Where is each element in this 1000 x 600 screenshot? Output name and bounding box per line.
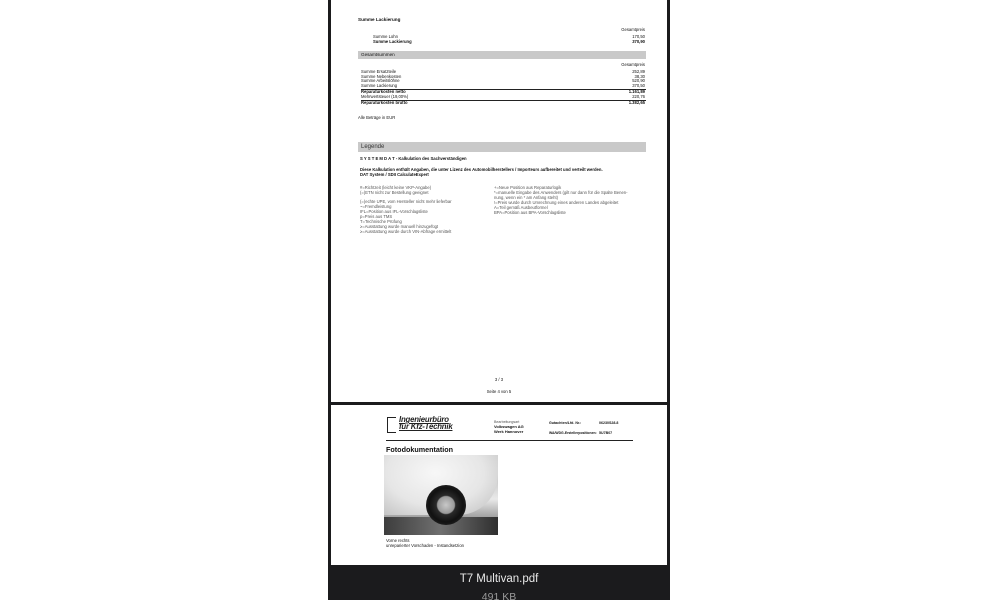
legend-left-item: ~=Fremdleistung xyxy=(360,204,392,209)
logo-line-1: Ingenieurbüro xyxy=(399,415,449,424)
system-dat-line: S Y S T E M D A T - Kalkulation des Sachverständigen xyxy=(360,156,467,161)
legend-left-item: (=)ETN nicht zur Bestellung geeignet xyxy=(360,190,429,195)
header-rule xyxy=(386,440,633,441)
client-name: Volkswagen AG xyxy=(494,424,524,429)
legend-right-item: +=Neue Position aus Reparaturlogik xyxy=(494,185,562,190)
legende-header-bar xyxy=(358,142,646,152)
photo-wheel xyxy=(426,485,466,525)
pdf-viewer[interactable] xyxy=(328,0,670,600)
gesamt-row-value: 370,50 xyxy=(632,82,645,88)
legend-intro-line: DAT System / SDII CalculateExpert xyxy=(360,172,429,177)
legend-right-item: nung, wenn ein * am Anfang steht) xyxy=(494,195,559,200)
page-fraction: 3 / 3 xyxy=(494,377,504,382)
logo-line-2: für Kfz-Technik xyxy=(399,422,453,432)
legend-left-item: (=)echte UPE, vom Hersteller nicht mehr lieferbar xyxy=(360,199,452,204)
gesamt-row-value: 220,76 xyxy=(632,94,645,99)
lack-row-value: 170,50 xyxy=(632,34,645,39)
lack-row-label: Summe Lackierung xyxy=(373,39,412,44)
gesamt-row-value: 38,30 xyxy=(634,73,645,79)
gutachten-value: 06230S28.8 xyxy=(599,421,619,425)
wa-value: 5U7B07 xyxy=(599,431,613,435)
damage-photo-front-right[interactable] xyxy=(384,455,498,535)
page-of-label: Seite 4 von 5 xyxy=(486,389,512,394)
file-name: T7 Multivan.pdf xyxy=(459,573,539,585)
gesamt-row-value: 520,90 xyxy=(632,78,645,83)
gutachten-label: Gutachten/Lfd. Nr.: xyxy=(549,421,582,425)
price-column-header: Gesamtpreis xyxy=(621,62,645,67)
pdf-page-4 xyxy=(331,0,667,402)
company-logo xyxy=(387,415,459,437)
gesamt-row-label: Summe Arbeitslöhne xyxy=(361,78,400,83)
legend-right-item: *=manuelle Eingabe des Anwenders (gilt nur dann für die Spalte Benen- xyxy=(494,190,628,195)
gesamt-row-label: Mehrwertsteuer (19,00%) xyxy=(361,94,409,99)
gesamt-row-value: 252,89 xyxy=(632,69,645,74)
file-size: 491 KB xyxy=(481,591,517,600)
photo-caption-position: Vorne rechts xyxy=(386,538,410,543)
gesamt-row-label: Reparaturkosten brutto xyxy=(361,100,408,105)
pdf-page-5 xyxy=(331,405,667,565)
client-site: Werk Hannover xyxy=(494,429,524,434)
wa-label: WA/WDG-Erstellerpositionen: xyxy=(549,431,597,435)
fotodokumentation-title: Fotodokumentation xyxy=(386,445,454,454)
photo-caption-description: unreparierter Vorschaden - Instandsetzion xyxy=(386,543,464,548)
legend-left-item: T=Technische Prüfung xyxy=(360,219,402,224)
gesamt-row-label: Summe Lackierung xyxy=(361,82,398,88)
gesamtsummen-header-bar xyxy=(358,51,646,59)
client-label: Bearbeitungsart xyxy=(494,420,520,424)
gesamt-row-label: Reparaturkosten netto xyxy=(361,89,406,94)
lack-row-value: 370,90 xyxy=(632,39,645,44)
gesamtsummen-title: Gesamtsummen xyxy=(361,52,395,57)
lack-row-label: Summe Lohn xyxy=(373,34,398,39)
legende-title: Legende xyxy=(361,144,385,150)
legend-right-item: BPA=Position aus BPA-Vorschlagsliste xyxy=(494,210,566,215)
price-column-header: Gesamtpreis xyxy=(621,27,645,32)
legend-left-item: ≥=Ausstattung wurde durch VIN-Abfrage ermittelt xyxy=(360,229,452,234)
legend-left-item: IFL=Position aus IFL-Vorschlagsliste xyxy=(360,209,428,214)
gesamt-row-label: Summe Ersatzteile xyxy=(361,69,397,74)
legend-right-item: !=Preis wurde durch Umrechnung eines anderen Landes abgeleitet xyxy=(494,200,619,205)
logo-text xyxy=(399,416,452,430)
legend-left-item: ≥=Ausstattung wurde manuell hinzugefügt xyxy=(360,224,439,229)
lackierung-section-title: Summe Lackierung xyxy=(358,17,401,22)
gesamt-row-label: Summe Nebenkosten xyxy=(361,73,402,79)
legend-intro-line: Diese Kalkulation enthält Angaben, die unter Lizenz des Automobilherstellers / Importeurs aufbereitet und verteilt werden. xyxy=(360,167,603,172)
logo-bracket-icon xyxy=(387,417,396,433)
currency-note: Alle Beträge in EUR xyxy=(358,115,396,120)
gesamt-row-value: 1.161,89 xyxy=(628,89,645,94)
gesamt-row-value: 1.382,65 xyxy=(628,100,645,105)
legend-right-item: A=Teil gemäß Ausbeutformel xyxy=(494,205,548,210)
legend-left-item: p=Preis aus TMS xyxy=(360,214,393,219)
legend-left-item: #=Richtzeit (leicht keine VKP-Angabe) xyxy=(360,185,432,190)
